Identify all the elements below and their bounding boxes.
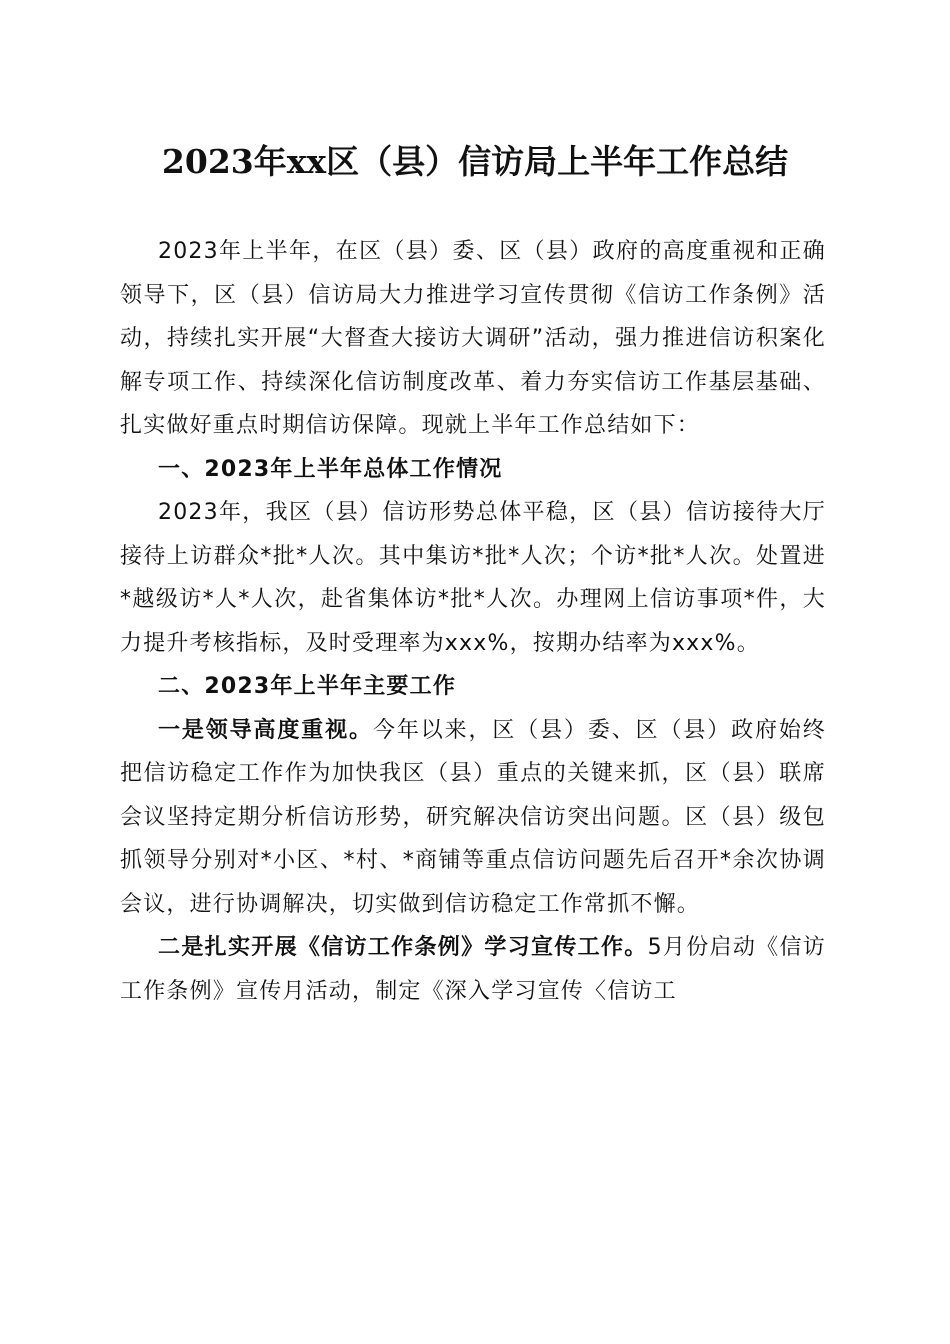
section-2-item-1 — [120, 709, 826, 927]
section-1-heading: 一、2023年上半年总体工作情况 — [158, 456, 503, 482]
section-1-paragraph: 2023年，我区（县）信访形势总体平稳，区（县）信访接待大厅接待上访群众*批*人次。其中集访*批*人次；个访*批*人次。处置进*越级访*人*人次，赴省集体访*批*人次。办理网上信访事项*件，大力提升考核指标，及时受理率为xxx%，按期办结率为xxx%。 — [120, 500, 826, 656]
document-title: 2023年xx区（县）信访局上半年工作总结 — [161, 142, 789, 181]
section-2-heading: 二、2023年上半年主要工作 — [158, 674, 457, 699]
intro-paragraph: 2023年上半年，在区（县）委、区（县）政府的高度重视和正确领导下，区（县）信访局大力推进学习宣传贯彻《信访工作条例》活动，持续扎实开展“大督查大接访大调研”活动，强力推进信访积案化解专项工作、持续深化信访制度改革、着力夯实信访工作基层基础、扎实做好重点时期信访保障。现就上半年工作总结如下： — [120, 239, 826, 438]
item-2-text: 5月份启动《信访工作条例》宣传月活动，制定《深入学习宣传〈信访工 — [120, 935, 826, 1004]
item-1-text: 今年以来，区（县）委、区（县）政府始终把信访稳定工作作为加快我区（县）重点的关键来抓，区（县）联席会议坚持定期分析信访形势，研究解决信访突出问题。区（县）级包抓领导分别对*小区、*村、*商铺等重点信访问题先后召开*余次协调会议，进行协调解决，切实做到信访稳定工作常抓不懈。 — [120, 717, 826, 917]
item-2-lead: 二是扎实开展《信访工作条例》学习宣传工作。 — [158, 935, 648, 960]
section-2-item-2 — [120, 926, 826, 1013]
document-body — [120, 230, 826, 1013]
item-1-lead: 一是领导高度重视。 — [158, 717, 373, 743]
